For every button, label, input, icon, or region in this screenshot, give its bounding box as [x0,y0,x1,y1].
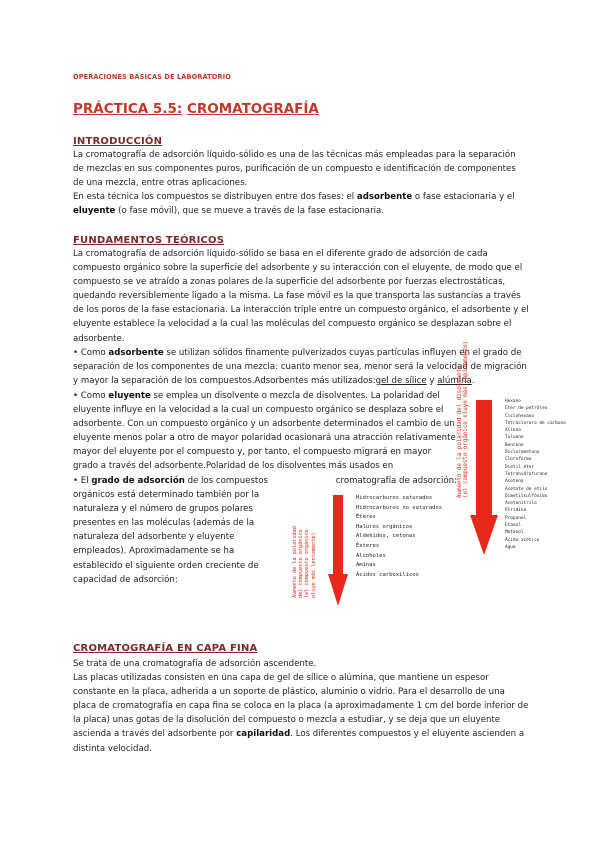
capa-fina-text [73,657,529,756]
solvent-item: Acetona [505,479,524,485]
intro-paragraph-1: La cromatografía de adsorción líquido-sólido es una de las técnicas más empleadas para la separación de mezclas en sus componentes puros, purificación de un compuesto e identificación de componentes de una mezcla, entre otras aplicaciones. [73,150,516,189]
solvent-item: Cloroformo [505,457,532,463]
title-main: CROMATOGRAFÍA [186,101,319,117]
solvent-item: Tetracloruro de carbono [505,420,566,426]
intro-heading: INTRODUCCIÓN [73,136,163,147]
solvent-item: Agua [505,544,516,550]
compound-item: Aldehídos, cetonas [356,533,416,540]
compound-polarity-arrow [333,495,343,575]
solvent-item: Diclorometano [505,450,540,456]
solvent-item: Etanol [505,523,521,529]
compound-item: Alcoholes [356,552,386,559]
fundamentos-paragraph: La cromatografía de adsorción líquido-sólido se basa en el diferente grado de adsorción de cada compuesto orgánico sobre la superficie del adsorbente y su interacción con el eluyente, de modo que el compuesto se ve atraído a zonas polares de la superficie del adsorbente por fuerzas electrostáticas, quedando reversiblemente ligado a la misma. La fase móvil es la que transporta las sustancias a través de los poros de la fase estacionaria. La interacción triple entre un compuesto orgánico, el adsorbente y el eluyente establece la velocidad a la cual las moléculas del compuesto orgánico se desplazan sobre el adsorbente. [73,249,529,344]
title-prefix: PRÁCTICA 5.5: [73,101,183,117]
compound-item: Ésteres [356,542,380,549]
eluyente-bullet-end: cromatografía de adsorción: [335,475,457,486]
solvent-item: Dietil éter [505,464,535,470]
solvent-item: Benceno [505,442,524,448]
compound-item: Hidrocarburos no saturados [356,504,443,511]
solvent-item: Ácido acético [505,537,540,543]
page-title [73,101,319,117]
compound-item: Hidrocarburos saturados [356,495,433,501]
capa-fina-heading: CROMATOGRAFÍA EN CAPA FINA [73,643,258,654]
solvent-list [505,398,575,551]
intro-paragraph-2: En esta técnica los compuestos se distribuyen entre dos fases: el adsorbente o fase estacionaria y el eluyente (o fase móvil), que se mueve a través de la fase estacionaria. [73,192,515,217]
solvent-item: Piridina [505,508,527,514]
capa-fina-paragraph-1: Se trata de una cromatografía de adsorción ascendente. [73,659,317,669]
compound-arrow-head-icon [328,574,348,606]
compound-item: Éteres [356,514,376,521]
solvent-item: Hexano [505,399,521,404]
solvent-item: Tetrahidrofurano [505,471,548,477]
solvent-item: Metanol [505,530,524,536]
solvent-item: Eter de petróleo [505,406,548,412]
compound-item: Aminas [356,562,376,569]
alumina-link: alúmina [437,375,472,386]
compound-item: Ácidos carboxílicos [356,571,419,578]
compound-list [356,494,496,580]
solvent-arrow-label: Aumento de la polaridad del disolvente (el compuesto orgánico eluye más rápidamente) [457,340,470,498]
capa-fina-paragraph-2: Las placas utilizadas consisten en una capa de gel de sílice o alúmina, que mantiene un espesor constante en la placa, adherida a un soporte de plástico, aluminio o vidrio. Para el desarrollo de una placa de cromatografía en capa fina se coloca en la placa (a aproximadamente 1 cm del borde inferior de la placa) unas gotas de la disolución del compuesto o mezcla a estudiar, y se deja que un eluyente ascienda a través del adsorbente por capilaridad. Los diferentes compuestos y el eluyente ascienden a distinta velocidad. [73,673,529,754]
intro-text [73,148,529,218]
solvent-item: Acetonitrilo [505,501,537,507]
solvent-item: Acetato de etilo [505,486,548,492]
eluyente-bullet: • Como eluyente se emplea un disolvente o mezcla de disolventes. La polaridad del eluyente influye en la velocidad a la cual un compuesto orgánico se desplaza sobre el adsorbente. Con un compuesto orgánico y un adsorbente determinados el cambio de un eluyente menos polar a otro de mayor polaridad ocasionará una atracción relativamente mayor del eluyente por el compuesto y, por tanto, el compuesto migrará en mayor grado a través del adsorbente.Polaridad de los disolventes más usados en cromatografía de adsorción: [73,389,457,488]
solvent-item: Dimetilsulfóxido [505,493,548,499]
adsorbente-bullet: • Como adsorbente se utilizan sólidos finamente pulverizados cuyas partículas influyen en el grado de separación de los componentes de una mezcla: cuanto menor sea, menor será la velocidad de migración y mayor la separación de los compuestos.Adsorbentes más utilizados:gel de sílice y alúmina. [73,347,527,386]
solvent-item: Xileno [505,428,521,434]
solvent-item: Tolueno [505,435,524,441]
fundamentos-heading: FUNDAMENTOS TEÓRICOS [73,235,225,246]
compound-arrow-label: Aumento de la polaridad del compuesto orgánico (el compuesto orgánico eluye más lentamente) [292,526,317,598]
gel-silice-link: gel de sílice [375,375,427,386]
compound-item: Haluros orgánicos [356,523,413,530]
solvent-item: Ciclohexano [505,413,535,419]
solvent-item: Propanol [505,515,527,521]
grado-adsorcion-bullet: • El grado de adsorción de los compuestos orgánicos está determinado también por la naturaleza y el número de grupos polares presentes en las moléculas (además de la naturaleza del adsorbente y eluyente empleados). Aproximadamente se ha establecido el siguiente orden creciente de capacidad de adsorción: [73,476,269,585]
document-header: OPERACIONES BÁSICAS DE LABORATORIO [73,73,231,81]
